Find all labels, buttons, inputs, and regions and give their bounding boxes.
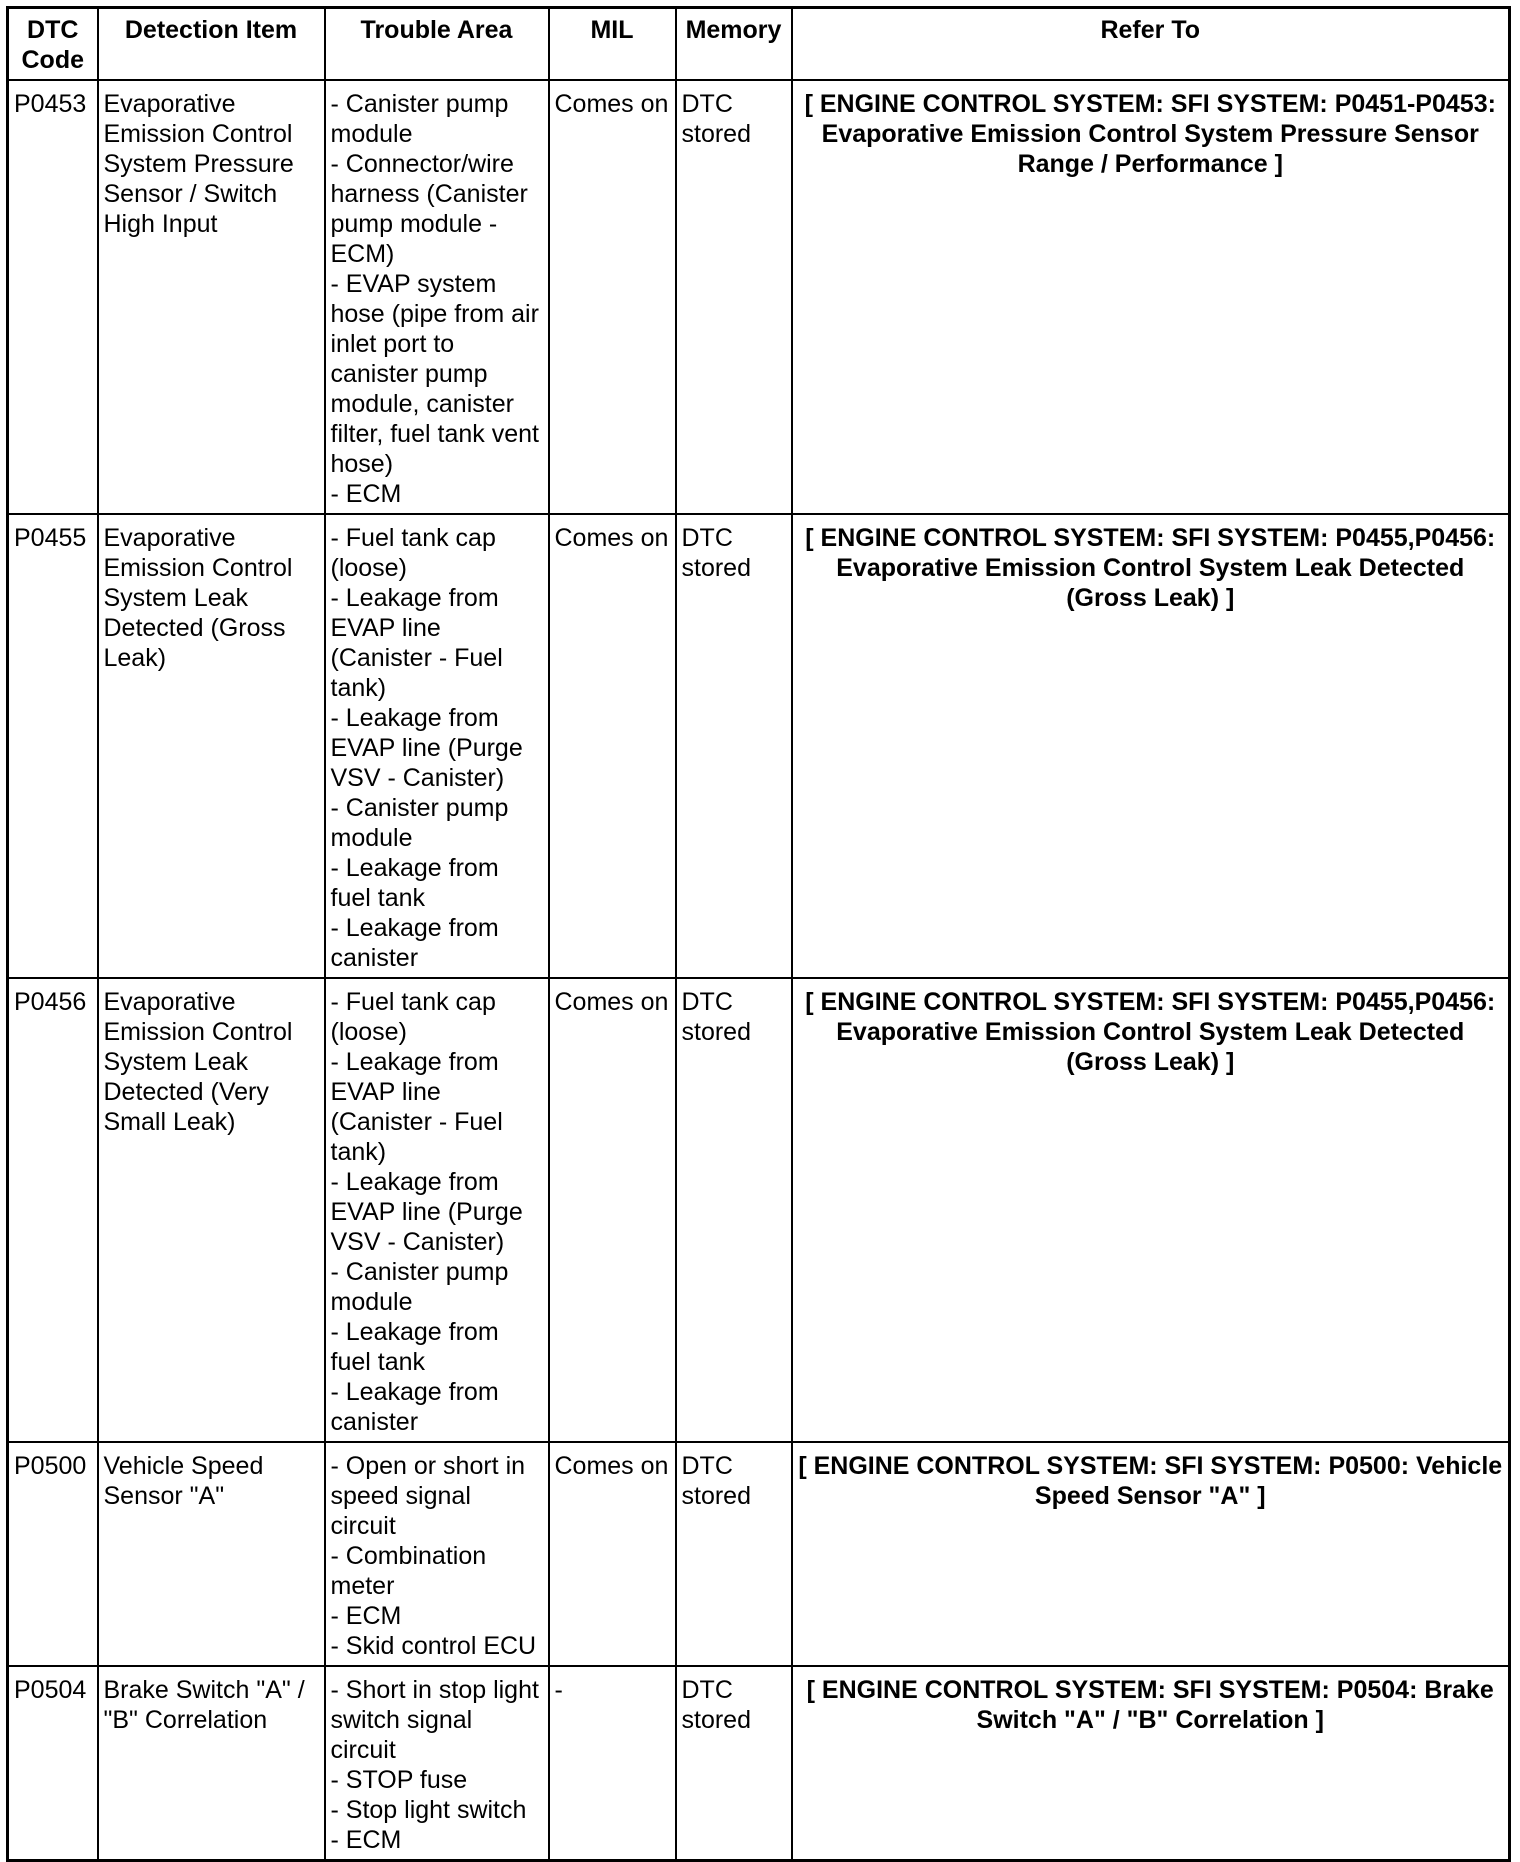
trouble-area-line: - Open or short in speed signal circuit [330,1452,526,1540]
trouble-area-line: - Leakage from EVAP line (Canister - Fuel tank) [330,1048,503,1166]
memory-cell: DTC stored [676,514,792,978]
table-row [8,1442,1510,1666]
dtc-code-cell: P0500 [8,1442,98,1666]
header-dtc-code: DTC Code [8,8,98,81]
trouble-area-cell [325,978,549,1442]
table-header-row [8,8,1510,81]
dtc-code-cell: P0504 [8,1666,98,1861]
trouble-area-line: - Fuel tank cap (loose) [330,524,496,582]
dtc-code-cell: P0456 [8,978,98,1442]
mil-cell: Comes on [549,978,676,1442]
header-refer-to: Refer To [792,8,1510,81]
trouble-area-line: - ECM [330,480,402,508]
trouble-area-line: - Stop light switch [330,1796,527,1824]
table-row [8,978,1510,1442]
memory-cell: DTC stored [676,978,792,1442]
mil-cell: - [549,1666,676,1861]
refer-to-cell: [ ENGINE CONTROL SYSTEM: SFI SYSTEM: P0500: Vehicle Speed Sensor "A" ] [792,1442,1510,1666]
trouble-area-line: - ECM [330,1602,402,1630]
trouble-area-line: - STOP fuse [330,1766,468,1794]
table-row [8,80,1510,514]
trouble-area-line: - Leakage from canister [330,1378,499,1436]
trouble-area-cell [325,80,549,514]
refer-to-cell: [ ENGINE CONTROL SYSTEM: SFI SYSTEM: P0455,P0456: Evaporative Emission Control System Leak Detected (Gross Leak) ] [792,514,1510,978]
mil-cell: Comes on [549,514,676,978]
memory-cell: DTC stored [676,1442,792,1666]
trouble-area-line: - Canister pump module [330,794,509,852]
trouble-area-line: - Leakage from canister [330,914,499,972]
table-row [8,514,1510,978]
header-detection-item: Detection Item [98,8,325,81]
trouble-area-cell [325,514,549,978]
mil-cell: Comes on [549,1442,676,1666]
header-trouble-area: Trouble Area [325,8,549,81]
header-mil: MIL [549,8,676,81]
mil-cell: Comes on [549,80,676,514]
refer-to-cell: [ ENGINE CONTROL SYSTEM: SFI SYSTEM: P0451-P0453: Evaporative Emission Control System Pressure Sensor Range / Performance ] [792,80,1510,514]
memory-cell: DTC stored [676,80,792,514]
detection-item-cell: Evaporative Emission Control System Leak Detected (Gross Leak) [98,514,325,978]
refer-to-cell: [ ENGINE CONTROL SYSTEM: SFI SYSTEM: P0455,P0456: Evaporative Emission Control System Leak Detected (Gross Leak) ] [792,978,1510,1442]
table-row [8,1666,1510,1861]
trouble-area-line: - Leakage from EVAP line (Purge VSV - Canister) [330,704,523,792]
trouble-area-line: - Short in stop light switch signal circuit [330,1676,539,1764]
trouble-area-cell [325,1442,549,1666]
detection-item-cell: Evaporative Emission Control System Pressure Sensor / Switch High Input [98,80,325,514]
trouble-area-line: - Fuel tank cap (loose) [330,988,496,1046]
trouble-area-line: - ECM [330,1826,402,1854]
trouble-area-line: - Leakage from fuel tank [330,854,499,912]
trouble-area-line: - Canister pump module [330,1258,509,1316]
trouble-area-line: - EVAP system hose (pipe from air inlet port to canister pump module, canister filter, fuel tank vent hose) [330,270,539,478]
dtc-code-cell: P0455 [8,514,98,978]
header-memory: Memory [676,8,792,81]
trouble-area-line: - Leakage from EVAP line (Purge VSV - Canister) [330,1168,523,1256]
trouble-area-cell [325,1666,549,1861]
detection-item-cell: Brake Switch "A" / "B" Correlation [98,1666,325,1861]
trouble-area-line: - Canister pump module [330,90,509,148]
trouble-area-line: - Skid control ECU [330,1632,537,1660]
trouble-area-line: - Leakage from EVAP line (Canister - Fuel tank) [330,584,503,702]
trouble-area-line: - Connector/wire harness (Canister pump module - ECM) [330,150,528,268]
trouble-area-line: - Leakage from fuel tank [330,1318,499,1376]
detection-item-cell: Evaporative Emission Control System Leak Detected (Very Small Leak) [98,978,325,1442]
dtc-table [6,6,1511,1862]
dtc-table-page [6,6,1508,1862]
detection-item-cell: Vehicle Speed Sensor "A" [98,1442,325,1666]
memory-cell: DTC stored [676,1666,792,1861]
refer-to-cell: [ ENGINE CONTROL SYSTEM: SFI SYSTEM: P0504: Brake Switch "A" / "B" Correlation ] [792,1666,1510,1861]
dtc-code-cell: P0453 [8,80,98,514]
trouble-area-line: - Combination meter [330,1542,487,1600]
table-body [8,80,1510,1861]
